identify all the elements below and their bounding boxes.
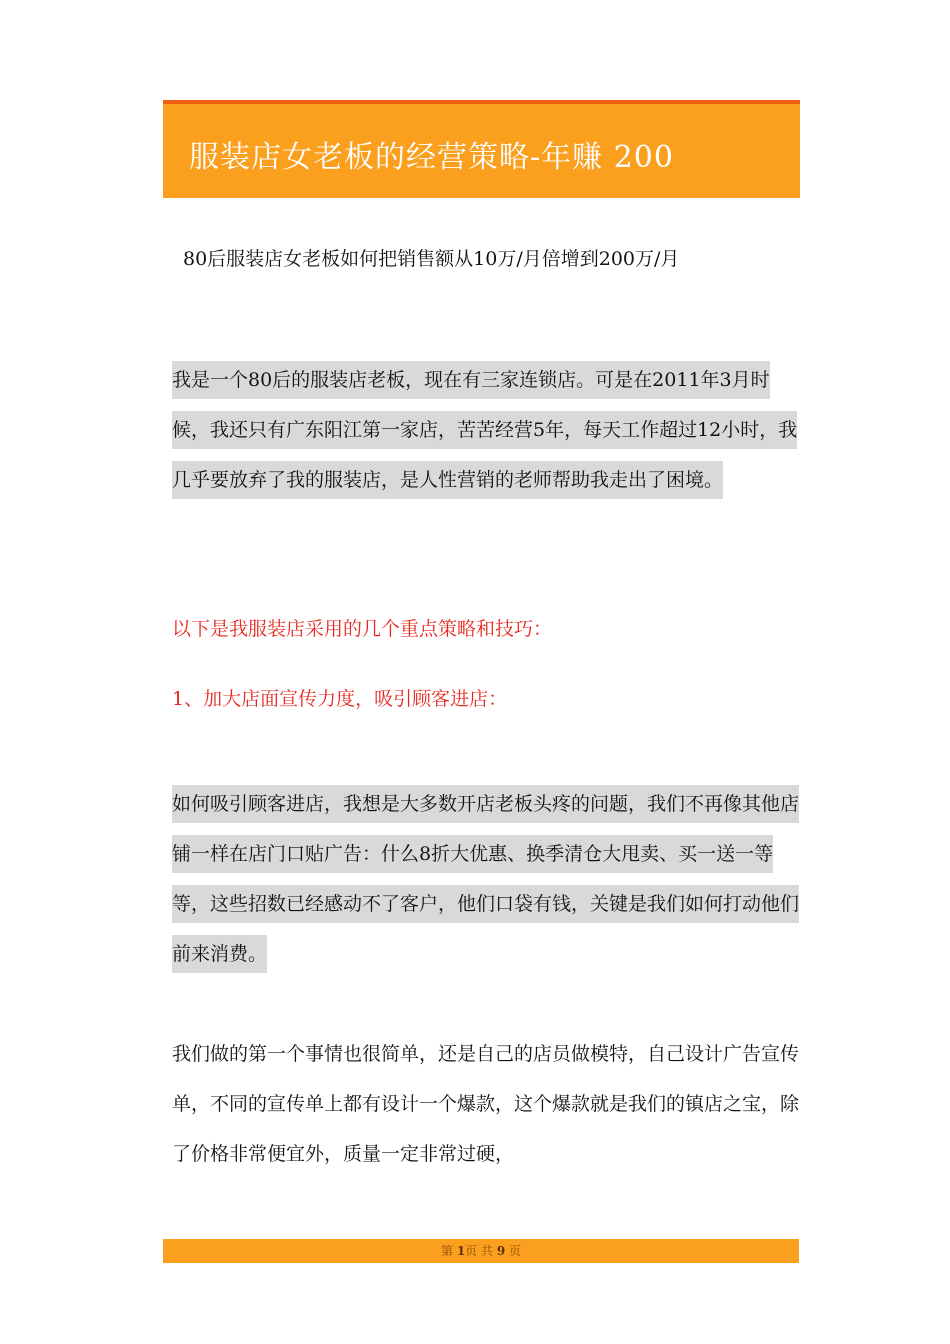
strategy-1-detail-paragraph: 我们做的第一个事情也很简单，还是自己的店员做模特，自己设计广告宣传单，不同的宣传单上都有设计一个爆款，这个爆款就是我们的镇店之宝，除了价格非常便宜外，质量一定非常过硬， [172,1043,800,1165]
document-subtitle: 80后服装店女老板如何把销售额从10万/月倍增到200万/月 [183,248,680,270]
strategy-1-text: 如何吸引顾客进店，我想是大多数开店老板头疼的问题，我们不再像其他店铺一样在店门口贴广告：什么8折大优惠、换季清仓大甩卖、买一送一等等，这些招数已经感动不了客户，他们口袋有钱，关键是我们如何打动他们前来消费。 [172,785,799,973]
intro-paragraph [172,355,800,505]
current-page: 1 [456,1244,466,1258]
page-number [163,1242,799,1259]
total-pages: 9 [496,1244,506,1258]
intro-text: 我是一个80后的服装店老板，现在有三家连锁店。可是在2011年3月时候，我还只有广东阳江第一家店，苦苦经营5年，每天工作超过12小时，我几乎要放弃了我的服装店，是人性营销的老师帮助我走出了困境。 [172,361,797,499]
document-title: 服装店女老板的经营策略-年赚 200 [189,140,674,175]
strategy-1-paragraph [172,779,800,979]
page-prefix: 第 [440,1244,453,1258]
page-suffix: 页 [509,1244,522,1258]
strategies-heading: 以下是我服装店采用的几个重点策略和技巧： [172,618,553,640]
strategy-1-heading: 1、加大店面宣传力度，吸引顾客进店： [172,688,508,710]
page-footer [163,1239,799,1263]
page-middle: 页 共 [465,1244,493,1258]
title-banner [163,100,800,198]
